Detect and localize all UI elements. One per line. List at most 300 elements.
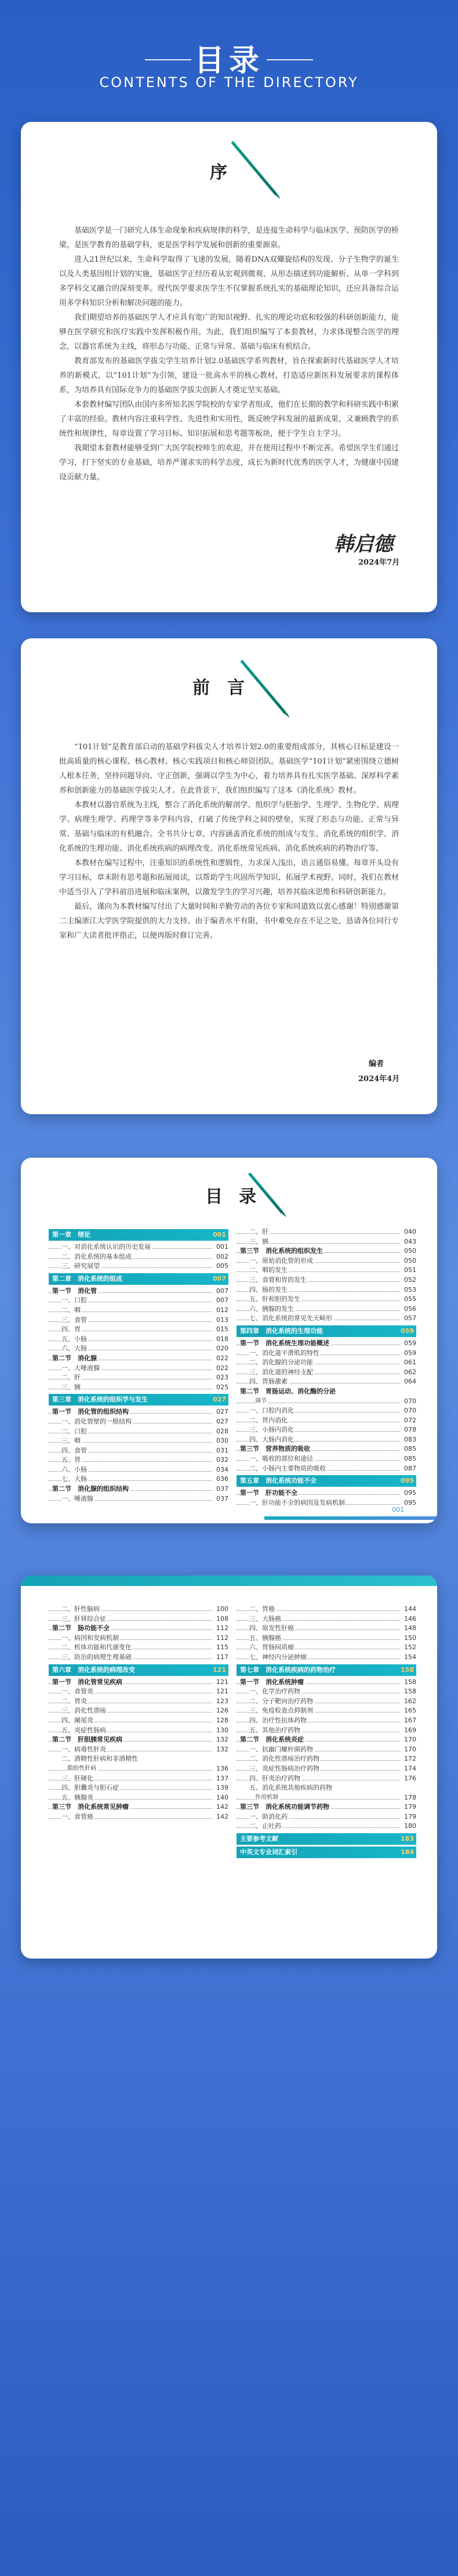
preface-signature: 韩启德 (334, 533, 393, 556)
toc-chapter-row[interactable] (237, 1475, 416, 1487)
toc-entry-row[interactable] (49, 1252, 228, 1262)
toc-entry-label: 二、肝 (249, 1227, 270, 1237)
toc-entry-page: 027 (215, 1407, 228, 1417)
toc-entry-label: 三、消化道的神经支配 (249, 1368, 314, 1378)
toc-entry-page: 015 (215, 1325, 228, 1335)
toc-entry-row[interactable] (237, 1624, 416, 1634)
toc-entry-page: 167 (403, 1716, 416, 1726)
toc-entry-page: 059 (403, 1339, 416, 1349)
toc-section-row[interactable] (237, 1802, 416, 1812)
toc-entry-label: 二、消化系统的基本组成 (61, 1252, 133, 1262)
toc-entry-page: 043 (403, 1237, 416, 1247)
toc-entry-page: 025 (215, 1383, 228, 1393)
toc-entry-row[interactable] (237, 1406, 416, 1416)
toc-entry-row[interactable] (49, 1754, 228, 1764)
toc-entry-label: 五、消化系统其他疾病的药物 (249, 1783, 333, 1793)
toc-section-row[interactable] (49, 1407, 228, 1417)
toc-entry-row[interactable] (49, 1745, 228, 1755)
toc-entry-label: 五、炎症性肠病 (61, 1726, 107, 1736)
toc-entry-page: 179 (403, 1802, 416, 1812)
toc-entry-page: 083 (403, 1435, 416, 1445)
toc-entry-page: 001 (215, 1242, 228, 1252)
toc-entry-page: 115 (215, 1643, 228, 1653)
toc-entry-label: 三、食管和胃的发生 (249, 1276, 308, 1285)
foreword-paragraph: “101计划”是教育部启动的基础学科拔尖人才培养计划2.0的重要组成部分，其核心目标是建设一批高质量的核心课程、核心教材、核心实践项目和核心师资团队。基础医学“101计划”紧密围绕立德树人根本任务，坚持问题导向、守正创新，强调以学生为中心，着力培养具有扎实医学基础、深厚科学素养和创新能力的基础医学拔尖人才。在此背景下，我们组织编写了这本《消化系统》教材。 (59, 743, 399, 795)
toc-entry-label: 二、分子靶向治疗药物 (249, 1697, 314, 1707)
toc-entry-label: 作用机制 (255, 1793, 279, 1803)
toc-entry-label: 三、研究展望 (61, 1262, 101, 1271)
toc-entry-label: 三、免疫检查点抑制剂 (249, 1706, 314, 1716)
toc-entry-label: 第三节 消化系统的组织发生 (240, 1247, 324, 1256)
directory-title: 目录 (194, 44, 264, 78)
toc-entry-page: 095 (403, 1498, 416, 1508)
toc-entry-label: 四、肝炎治疗药物 (249, 1774, 301, 1784)
toc-entry-label: 一、口腔内消化 (249, 1406, 295, 1416)
toc-entry-page: 158 (403, 1687, 416, 1697)
preface-paragraph: 我期望本套教材能够受到广大医学院校师生的欢迎，并在使用过程中不断完善。希望医学生们通过学习，打下坚实的专业基础，培养严谨求实的科学态度，成长为新时代优秀的医学人才，为健康中国建设贡献力量。 (59, 444, 399, 482)
toc-entry-page: 001 (213, 1231, 226, 1238)
toc-entry-page: 064 (403, 1377, 416, 1387)
toc-entry-label: 第七章 消化系统疾病的药物治疗 (240, 1665, 336, 1674)
toc-entry-row[interactable] (237, 1812, 416, 1822)
toc-entry-label: 第三节 消化系统功能调节药物 (240, 1802, 330, 1812)
toc-entry-label: 四、食管 (61, 1446, 88, 1456)
toc-entry-label: 第三节 消化系统常见肿瘤 (52, 1802, 130, 1812)
toc-entry-page: 034 (215, 1465, 228, 1475)
toc-entry-row[interactable] (49, 1812, 228, 1822)
toc-entry-label: 一、化学治疗药物 (249, 1687, 301, 1697)
toc-entry-row[interactable] (49, 1455, 228, 1465)
toc-entry-page: 050 (403, 1247, 416, 1256)
toc-entry-page: 132 (215, 1745, 228, 1755)
toc-entry-row[interactable] (49, 1475, 228, 1484)
toc-entry-label: 七、神经内分泌肿瘤 (249, 1653, 308, 1663)
toc-entry-label: 二、小肠内主要物质的吸收 (249, 1464, 327, 1474)
toc-entry-label: 六、小肠 (61, 1465, 88, 1475)
toc-entry-label: 一、吸收的部位和途径 (249, 1454, 314, 1464)
toc-entry-row[interactable] (49, 1364, 228, 1374)
toc-entry-page: 085 (403, 1454, 416, 1464)
toc-entry-row[interactable] (237, 1425, 416, 1435)
toc-entry-row[interactable] (237, 1726, 416, 1736)
toc-entry-row[interactable] (237, 1793, 416, 1803)
toc-entry-page: 179 (403, 1812, 416, 1822)
toc-entry-row[interactable] (49, 1306, 228, 1316)
foreword-signature: 编者 (369, 1060, 384, 1068)
toc-entry-row[interactable] (49, 1653, 228, 1663)
toc-entry-page: 007 (215, 1296, 228, 1306)
toc-header-bar (21, 1576, 437, 1586)
toc-section-row[interactable] (237, 1247, 416, 1256)
toc-entry-row[interactable] (49, 1446, 228, 1456)
toc-entry-row[interactable] (237, 1783, 416, 1793)
toc-entry-row[interactable] (237, 1397, 416, 1407)
toc-entry-row[interactable] (49, 1427, 228, 1437)
toc-entry-row[interactable] (237, 1377, 416, 1387)
toc-entry-label: 第二节 消化系统炎症 (240, 1735, 305, 1745)
toc-entry-row[interactable] (237, 1774, 416, 1784)
toc-entry-row[interactable] (49, 1325, 228, 1335)
preface-paragraph: 本套教材编写团队由国内多所知名医学院校的专家学者组成，他们在长期的教学和科研实践中积累了丰富的经验。教材内容注重科学性、先进性和实用性，既反映学科发展的最新成果，又兼顾教学的系统性和规律性，每章设置了学习目标、知识拓展和思考题等板块，便于学生自主学习。 (59, 400, 399, 438)
toc-entry-label: 三、肝肾综合征 (61, 1614, 107, 1624)
toc-entry-row[interactable] (237, 1697, 416, 1707)
toc-entry-page: 126 (215, 1706, 228, 1716)
toc-page-1 (21, 1158, 437, 1523)
toc-entry-page: 095 (401, 1477, 414, 1485)
toc-entry-label: 一、对消化系统认识的历史发展 (61, 1242, 152, 1252)
toc-entry-label: 调节 (255, 1397, 268, 1407)
toc-entry-page: 056 (403, 1305, 416, 1314)
title-rule-left (145, 59, 191, 60)
toc-entry-page: 062 (403, 1368, 416, 1378)
toc-entry-page: 053 (403, 1285, 416, 1295)
toc-entry-label: 一、口腔 (61, 1296, 88, 1306)
toc-entry-row[interactable] (237, 1464, 416, 1474)
foreword-body (59, 740, 399, 943)
directory-subtitle: CONTENTS OF THE DIRECTORY (99, 74, 359, 91)
toc-entry-page: 123 (215, 1697, 228, 1707)
toc-entry-label: 主要参考文献 (240, 1835, 278, 1843)
toc-entry-row[interactable] (237, 1822, 416, 1831)
toc-entry-row[interactable] (49, 1643, 228, 1653)
toc-entry-label: 一、食管癌 (61, 1812, 94, 1822)
toc-entry-row[interactable] (49, 1706, 228, 1716)
toc-entry-page: 112 (215, 1624, 228, 1634)
toc-entry-label: 第一节 消化管的组织结构 (52, 1407, 130, 1417)
toc-entry-page: 121 (213, 1665, 226, 1674)
toc-entry-label: 六、胃肠间质瘤 (249, 1643, 295, 1653)
toc-entry-label: 一、抗幽门螺杆菌药物 (249, 1745, 314, 1755)
toc-entry-row[interactable] (237, 1276, 416, 1285)
toc-entry-row[interactable] (237, 1614, 416, 1624)
toc-chapter-row[interactable] (49, 1229, 228, 1241)
toc-entry-label: 第一节 肝功能不全 (240, 1488, 299, 1498)
toc-entry-page: 108 (215, 1614, 228, 1624)
toc-entry-row[interactable] (49, 1774, 228, 1784)
toc-column-left (49, 1605, 228, 1822)
toc-entry-page: 085 (403, 1444, 416, 1454)
toc-entry-row[interactable] (49, 1296, 228, 1306)
toc-entry-row[interactable] (49, 1417, 228, 1427)
toc-entry-row[interactable] (49, 1465, 228, 1475)
toc-entry-page: 002 (215, 1252, 228, 1262)
toc-section-row[interactable] (237, 1488, 416, 1498)
toc-entry-label: 四、治疗性抗体药物 (249, 1716, 308, 1726)
toc-entry-row[interactable] (237, 1285, 416, 1295)
toc-entry-page: 180 (403, 1822, 416, 1831)
toc-entry-row[interactable] (49, 1436, 228, 1446)
toc-entry-page: 112 (215, 1634, 228, 1643)
toc-chapter-row[interactable] (237, 1325, 416, 1337)
toc-entry-row[interactable] (237, 1368, 416, 1378)
toc-entry-row[interactable] (237, 1498, 416, 1508)
toc-entry-label: 第一节 消化系统生理功能概述 (240, 1339, 330, 1349)
toc-entry-page: 162 (403, 1697, 416, 1707)
foreword-paragraph: 最后，谨向为本教材编写付出了大量时间和辛勤劳动的各位专家和同道致以衷心感谢！特别感谢第二主编浙江大学医学院提供的大力支持。由于编者水平有限，书中难免存在不足之处，恳请各位同行专家和广大读者批评指正，以便再版时修订完善。 (59, 902, 399, 940)
toc-entry-page: 165 (403, 1706, 416, 1716)
toc-entry-row[interactable] (49, 1242, 228, 1252)
toc-entry-page: 030 (215, 1436, 228, 1446)
toc-entry-page: 137 (215, 1774, 228, 1784)
toc-entry-page: 018 (215, 1335, 228, 1345)
toc-section-row[interactable] (237, 1735, 416, 1745)
toc-section-row[interactable] (237, 1339, 416, 1349)
toc-entry-row[interactable] (237, 1266, 416, 1276)
toc-entry-page: 027 (213, 1396, 226, 1404)
toc-entry-page: 037 (215, 1484, 228, 1494)
toc-entry-row[interactable] (237, 1358, 416, 1368)
toc-entry-page: 020 (215, 1344, 228, 1354)
toc-entry-page: 055 (403, 1295, 416, 1305)
toc-entry-page: 005 (215, 1262, 228, 1271)
toc-title: 目录 (205, 1187, 272, 1207)
toc-entry-row[interactable] (237, 1454, 416, 1464)
toc-section-row[interactable] (49, 1802, 228, 1812)
toc-entry-label: 一、肝功能不全的病因及发病机制 (249, 1498, 346, 1508)
toc-entry-label: 二、胃癌 (249, 1605, 276, 1614)
toc-entry-row[interactable] (237, 1605, 416, 1614)
toc-entry-label: 三、大肠癌 (249, 1614, 282, 1624)
toc-entry-label: 四、胃 (61, 1325, 82, 1335)
toc-entry-row[interactable] (49, 1344, 228, 1354)
toc-entry-row[interactable] (237, 1416, 416, 1426)
toc-chapter-row[interactable] (237, 1833, 416, 1845)
toc-section-row[interactable] (237, 1387, 416, 1397)
toc-entry-page: 158 (403, 1678, 416, 1688)
toc-entry-page: 176 (403, 1774, 416, 1784)
preface-paragraph: 进入21世纪以来，生命科学取得了飞速的发展，随着DNA双螺旋结构的发现、分子生物学的诞生以及人类基因组计划的实施，基础医学正经历着从宏观到微观、从形态描述到功能解析、从单一学科到多学科交叉融合的深刻变革。现代医学要求医学生不仅掌握系统扎实的基础理论知识，还应具备综合运用多学科知识分析和解决问题的能力。 (59, 255, 399, 308)
preface-paragraph: 我们期望培养的基础医学人才应具有宽广的知识视野、扎实的理论功底和较强的科研创新能力，能够在医学研究和医疗实践中发挥积极作用。为此，我们组织编写了本套教材，力求体现整合医学的理念，以器官系统为主线，将形态与功能、正常与异常、基础与临床有机结合。 (59, 313, 399, 351)
toc-column-left (49, 1227, 228, 1504)
toc-entry-row[interactable] (49, 1726, 228, 1736)
toc-entry-label: 六、大肠 (61, 1344, 88, 1354)
toc-entry-label: 二、咽的发生 (249, 1266, 289, 1276)
toc-entry-page: 087 (403, 1464, 416, 1474)
toc-entry-label: 第二节 肝胆胰常见疾病 (52, 1735, 123, 1745)
toc-entry-label: 二、口腔 (61, 1427, 88, 1437)
toc-entry-label: 第一章 绪论 (52, 1231, 90, 1238)
toc-entry-row[interactable] (49, 1697, 228, 1707)
toc-section-row[interactable] (49, 1735, 228, 1745)
toc-entry-label: 三、消化性溃疡 (61, 1706, 107, 1716)
toc-entry-page: 142 (215, 1802, 228, 1812)
toc-entry-page: 059 (403, 1349, 416, 1359)
toc-entry-page: 013 (215, 1316, 228, 1325)
toc-entry-page: 031 (215, 1446, 228, 1456)
toc-entry-page: 070 (403, 1406, 416, 1416)
toc-entry-label: 二、胃内消化 (249, 1416, 289, 1426)
toc-entry-page: 144 (403, 1605, 416, 1614)
toc-entry-row[interactable] (49, 1716, 228, 1726)
toc-entry-row[interactable] (49, 1634, 228, 1643)
toc-entry-row[interactable] (49, 1783, 228, 1793)
toc-entry-page: 139 (215, 1783, 228, 1793)
toc-entry-row[interactable] (49, 1316, 228, 1325)
toc-entry-label: 一、助消化药 (249, 1812, 289, 1822)
toc-entry-label: 五、胰腺癌 (249, 1634, 282, 1643)
toc-chapter-row[interactable] (49, 1273, 228, 1285)
toc-entry-label: 六、胰腺的发生 (249, 1305, 295, 1314)
toc-entry-row[interactable] (237, 1305, 416, 1314)
toc-entry-row[interactable] (237, 1634, 416, 1643)
toc-entry-label: 三、炎症性肠病治疗药物 (249, 1764, 321, 1774)
toc-chapter-row[interactable] (49, 1394, 228, 1406)
toc-entry-page: 095 (403, 1488, 416, 1498)
toc-entry-page: 148 (403, 1624, 416, 1634)
toc-entry-label: 二、咽 (61, 1306, 82, 1316)
toc-chapter-row[interactable] (49, 1664, 228, 1676)
toc-entry-label: 二、肝性脑病 (61, 1605, 101, 1614)
toc-entry-page: 130 (215, 1726, 228, 1736)
toc-entry-label: 第六章 消化系统的病理改变 (52, 1665, 135, 1674)
toc-section-row[interactable] (49, 1678, 228, 1688)
toc-entry-label: 第三章 消化系统的组织学与发生 (52, 1396, 148, 1404)
toc-entry-label: 四、阑尾炎 (61, 1716, 94, 1726)
preface-date: 2024年7月 (358, 558, 400, 567)
toc-entry-row[interactable] (49, 1383, 228, 1393)
toc-entry-row[interactable] (49, 1605, 228, 1614)
toc-entry-label: 四、肠的发生 (249, 1285, 289, 1295)
toc-entry-page: 150 (403, 1634, 416, 1643)
toc-entry-row[interactable] (49, 1335, 228, 1345)
toc-entry-label: 二、机体功能和代谢变化 (61, 1643, 133, 1653)
toc-entry-row[interactable] (237, 1764, 416, 1774)
toc-entry-label: 三、胰 (249, 1237, 270, 1247)
toc-entry-label: 三、小肠内消化 (249, 1425, 295, 1435)
toc-entry-page: 100 (215, 1605, 228, 1614)
toc-entry-page: 142 (215, 1812, 228, 1822)
toc-entry-label: 第一节 消化管 (52, 1287, 98, 1296)
toc-section-row[interactable] (49, 1624, 228, 1634)
toc-entry-page: 140 (215, 1793, 228, 1803)
toc-entry-row[interactable] (237, 1227, 416, 1237)
toc-entry-page: 012 (215, 1306, 228, 1316)
toc-entry-page: 036 (215, 1475, 228, 1484)
toc-entry-label: 一、消化道平滑肌的特性 (249, 1349, 321, 1359)
toc-entry-row[interactable] (237, 1716, 416, 1726)
toc-entry-label: 三、防治的病理生理基础 (61, 1653, 133, 1663)
toc-entry-label: 一、病毒性肝炎 (61, 1745, 107, 1755)
toc-entry-row[interactable] (237, 1687, 416, 1697)
directory-header (0, 0, 458, 122)
foreword-title: 前言 (192, 678, 262, 698)
toc-entry-row[interactable] (49, 1687, 228, 1697)
toc-entry-page: 051 (403, 1266, 416, 1276)
toc-entry-page: 072 (403, 1416, 416, 1426)
toc-entry-label: 一、病因和发病机制 (61, 1634, 120, 1643)
toc-entry-row[interactable] (237, 1653, 416, 1663)
toc-entry-row[interactable] (237, 1314, 416, 1324)
toc-entry-row[interactable] (237, 1237, 416, 1247)
toc-entry-row[interactable] (49, 1793, 228, 1803)
toc-entry-label: 第三节 营养物质的吸收 (240, 1444, 311, 1454)
toc-entry-row[interactable] (49, 1373, 228, 1383)
foreword-paragraph: 本教材在编写过程中，注重知识的系统性和逻辑性，力求深入浅出，语言通俗易懂。每章开头设有学习目标，章末附有思考题和拓展阅读，以帮助学生巩固所学知识、拓展学术视野。同时，我们在教材中适当引入了学科前沿进展和临床案例，以激发学生的学习兴趣，培养其临床思维和科研创新能力。 (59, 859, 399, 897)
toc-entry-label: 第二节 胃肠运动、消化酶的分泌 (240, 1387, 337, 1397)
toc-column-right (237, 1227, 416, 1508)
page-number: 001 (392, 1506, 404, 1513)
toc-entry-page: 022 (215, 1364, 228, 1374)
toc-entry-page: 028 (215, 1427, 228, 1437)
toc-entry-page: 172 (403, 1754, 416, 1764)
toc-page-2 (21, 1576, 437, 1959)
toc-entry-page: 052 (403, 1276, 416, 1285)
toc-entry-label: 三、肝硬化 (61, 1774, 94, 1784)
toc-entry-page: 184 (401, 1848, 414, 1856)
toc-entry-label: 四、胆囊炎与胆石症 (61, 1783, 120, 1793)
toc-entry-row[interactable] (49, 1262, 228, 1271)
toc-entry-label: 三、咽 (61, 1436, 82, 1446)
toc-entry-page: 023 (215, 1373, 228, 1383)
toc-entry-page: 183 (401, 1835, 414, 1843)
toc-section-row[interactable] (49, 1354, 228, 1364)
toc-entry-row[interactable] (237, 1754, 416, 1764)
toc-entry-row[interactable] (49, 1764, 228, 1774)
toc-section-row[interactable] (237, 1678, 416, 1688)
toc-entry-row[interactable] (237, 1435, 416, 1445)
toc-entry-label: 第一节 消化管常见疾病 (52, 1678, 123, 1688)
toc-entry-label: 五、其他治疗药物 (249, 1726, 301, 1736)
toc-entry-page: 070 (403, 1397, 416, 1407)
toc-entry-label: 第二节 消化腺的组织结构 (52, 1484, 130, 1494)
toc-entry-label: 五、小肠 (61, 1335, 88, 1345)
toc-entry-label: 第五章 消化系统功能不全 (240, 1477, 317, 1485)
toc-entry-label: 脂肪性肝病 (67, 1764, 97, 1774)
toc-entry-label: 七、消化系统的常见先天畸形 (249, 1314, 333, 1324)
toc-entry-row[interactable] (49, 1494, 228, 1504)
toc-entry-page: 022 (215, 1354, 228, 1364)
toc-section-row[interactable] (237, 1444, 416, 1454)
toc-entry-page: 050 (403, 1256, 416, 1266)
preface-body (59, 223, 399, 485)
toc-entry-page: 146 (403, 1614, 416, 1624)
toc-entry-page: 152 (403, 1643, 416, 1653)
toc-entry-page: 178 (403, 1793, 416, 1803)
toc-entry-label: 二、止吐药 (249, 1822, 282, 1831)
toc-entry-label: 一、食管炎 (61, 1687, 94, 1697)
toc-section-row[interactable] (49, 1287, 228, 1296)
toc-entry-label: 七、大肠 (61, 1475, 88, 1484)
toc-chapter-row[interactable] (237, 1847, 416, 1858)
toc-entry-row[interactable] (237, 1349, 416, 1359)
toc-entry-row[interactable] (237, 1643, 416, 1653)
toc-entry-page: 136 (215, 1764, 228, 1774)
toc-entry-row[interactable] (49, 1614, 228, 1624)
toc-column-right (237, 1605, 416, 1860)
toc-chapter-row[interactable] (237, 1664, 416, 1676)
toc-entry-row[interactable] (237, 1295, 416, 1305)
toc-entry-row[interactable] (237, 1256, 416, 1266)
toc-entry-label: 三、食管 (61, 1316, 88, 1325)
toc-entry-page: 059 (401, 1327, 414, 1335)
toc-entry-label: 第二节 肠功能不全 (52, 1624, 111, 1634)
toc-entry-label: 四、原发性肝癌 (249, 1624, 295, 1634)
foreword-date: 2024年4月 (358, 1075, 400, 1083)
toc-entry-label: 一、消化管壁的一般结构 (61, 1417, 133, 1427)
toc-entry-row[interactable] (237, 1706, 416, 1716)
toc-entry-label: 第一节 消化系统肿瘤 (240, 1678, 305, 1688)
title-rule-right (267, 59, 313, 60)
toc-entry-page: 027 (215, 1417, 228, 1427)
preface-title: 序 (210, 162, 245, 183)
preface-paragraph: 基础医学是一门研究人体生命现象和疾病规律的科学，是连接生命科学与临床医学、预防医学的桥梁，是医学教育的基础学科，更是医学科学发展和创新的重要源泉。 (59, 226, 399, 250)
toc-entry-page: 170 (403, 1745, 416, 1755)
preface-paragraph: 教育部发布的基础医学拔尖学生培养计划2.0基础医学系列教材，旨在探索新时代基础医学人才培养的新模式，以“101计划”为引领，建设一批高水平的核心教材，打造适应新医科发展要求的课程体系，为培养具有国际竞争力的基础医学拔尖创新人才奠定坚实基础。 (59, 357, 399, 395)
toc-section-row[interactable] (49, 1484, 228, 1494)
toc-entry-row[interactable] (237, 1745, 416, 1755)
toc-entry-page: 128 (215, 1716, 228, 1726)
toc-entry-page: 057 (403, 1314, 416, 1324)
